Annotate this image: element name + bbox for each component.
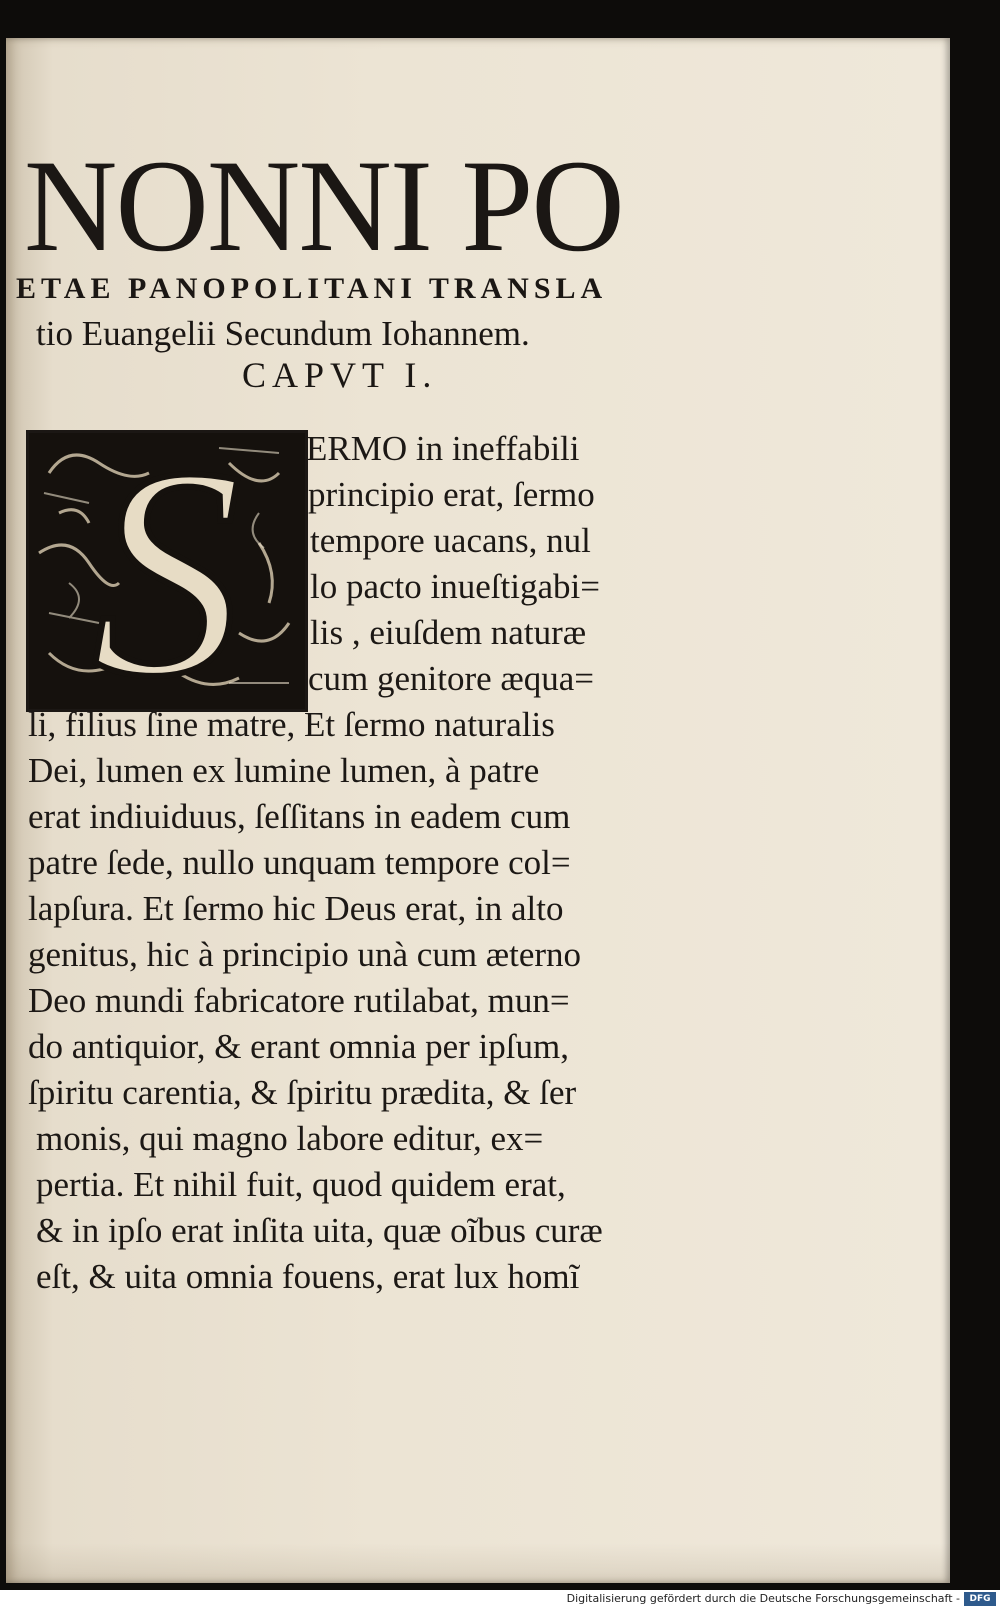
text-line: ſpiritu carentia, & ſpiritu prædita, & ſer [28,1073,577,1112]
text-line: genitus, hic à principio unà cum æterno [28,935,582,974]
text-line: do antiquior, & erant omnia per ipſum, [28,1027,569,1066]
text-line: patre ſede, nullo unquam tempore col= [28,843,571,882]
text-line: lis , eiuſdem naturæ [310,613,587,652]
decorated-initial [26,430,308,712]
text-line: erat indiuiduus, ſeſſitans in eadem cum [28,797,571,836]
text-line: lo pacto inueſtigabi= [310,567,600,606]
title-subtitle: tio Euangelii Secundum Iohannem. [36,314,530,353]
text-line: lapſura. Et ſermo hic Deus erat, in alto [28,889,564,928]
title-continuation: ETAE PANOPOLITANI TRANSLA [16,272,608,305]
text-line: cum genitore æqua= [308,659,595,698]
text-line: pertia. Et nihil fuit, quod quidem erat, [36,1165,566,1204]
text-line: principio erat, ſermo [308,475,595,514]
text-line: tempore uacans, nul [310,521,591,560]
text-line: eſt, & uita omnia fouens, erat lux homĩ [36,1257,580,1296]
text-line: monis, qui magno labore editur, ex= [36,1119,544,1158]
text-line: Deo mundi fabricatore rutilabat, mun= [28,981,570,1020]
dfg-logo: DFG [964,1592,996,1606]
chapter-heading: CAPVT I. [242,355,438,395]
footer-credit: Digitalisierung gefördert durch die Deutsche Forschungsgemeinschaft - [566,1592,960,1605]
text-line: Dei, lumen ex lumine lumen, à patre [28,751,540,790]
text-line: & in ipſo erat inſita uita, quæ oĩbus curæ [36,1211,603,1250]
text-line: ERMO in ineffabili [306,429,580,468]
book-page [6,38,950,1583]
page-title: NONNI PO [24,132,623,279]
ornamental-initial-s-icon [29,433,305,709]
initial-letter: S [92,433,242,709]
text-line: li, filius ſine matre, Et ſermo naturalis [28,705,555,744]
footer-bar [0,1590,1000,1609]
